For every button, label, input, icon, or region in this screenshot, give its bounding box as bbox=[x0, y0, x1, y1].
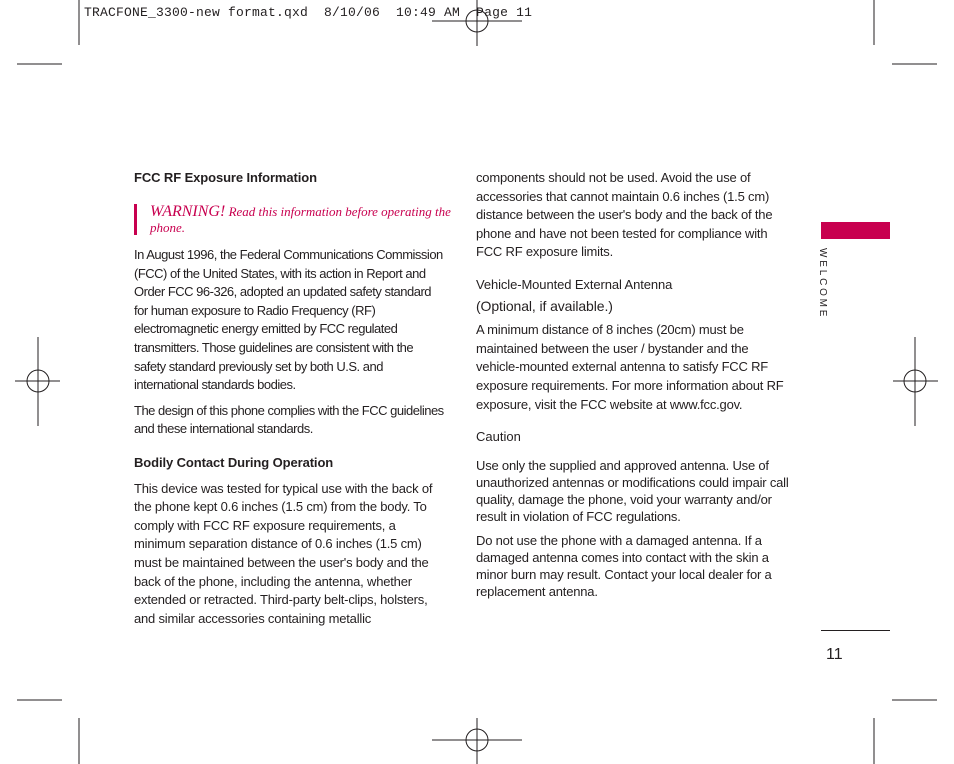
paragraph: Do not use the phone with a damaged antenna. If a damaged antenna comes into contact with the skin a minor burn may result. Contact your local dealer for a replacement antenna. bbox=[476, 532, 772, 599]
paragraph: The design of this phone complies with the FCC guidelines and these international standards. bbox=[134, 402, 444, 437]
right-column bbox=[476, 169, 790, 600]
warning-title: WARNING! bbox=[150, 203, 226, 220]
paragraph: A minimum distance of 8 inches (20cm) must be maintained between the user / bystander and the vehicle-mounted external antenna to satisfy FCC RF exposure requirements. For more information about RF exposure, visit the FCC website at www.fcc.gov. bbox=[476, 322, 784, 412]
section-tab bbox=[821, 222, 890, 239]
section-tab-label: WELCOME bbox=[817, 248, 828, 320]
subheading: Caution bbox=[476, 429, 521, 445]
subheading: (Optional, if available.) bbox=[476, 297, 613, 314]
file-slug: TRACFONE_3300-new format.qxd 8/10/06 10:49 AM Page 11 bbox=[84, 5, 533, 20]
left-column bbox=[134, 169, 446, 188]
warning-text: Read this information before operating the phone. bbox=[150, 204, 451, 235]
paragraph: This device was tested for typical use with the back of the phone kept 0.6 inches (1.5 cm) from the body. To comply with FCC RF exposure requirements, a minimum separation distance of 0.6 inches (1.5 cm) must be maintained between the user's body and the back of the phone, including the antenna, whether extended or retracted. Third-party belt-clips, holsters, and similar accessories containing metallic bbox=[134, 480, 433, 626]
warning-callout bbox=[134, 204, 460, 235]
section-heading: FCC RF Exposure Information bbox=[134, 170, 317, 185]
paragraph: components should not be used. Avoid the use of accessories that cannot maintain 0.6 inches (1.5 cm) distance between the user's body and the back of the phone and have not been tested for compliance with FCC RF exposure limits. bbox=[476, 170, 773, 260]
subheading: Bodily Contact During Operation bbox=[134, 454, 334, 470]
paragraph: In August 1996, the Federal Communications Commission (FCC) of the United States, with its action in Report and Order FCC 96-326, adopted an updated safety standard for human exposure to Radio Frequency (RF) electromagnetic energy emitted by FCC regulated transmitters. Those guidelines are consistent with the safety standard previously set by both U.S. and international standards bodies. bbox=[134, 247, 443, 393]
paragraph: Use only the supplied and approved antenna. Use of unauthorized antennas or modifications could impair call quality, damage the phone, void your warranty and/or result in violation of FCC regulations. bbox=[476, 457, 789, 524]
left-column-body bbox=[134, 246, 446, 628]
footer-rule bbox=[821, 630, 890, 631]
subheading: Vehicle-Mounted External Antenna bbox=[476, 276, 673, 292]
page-number: 11 bbox=[826, 646, 843, 663]
